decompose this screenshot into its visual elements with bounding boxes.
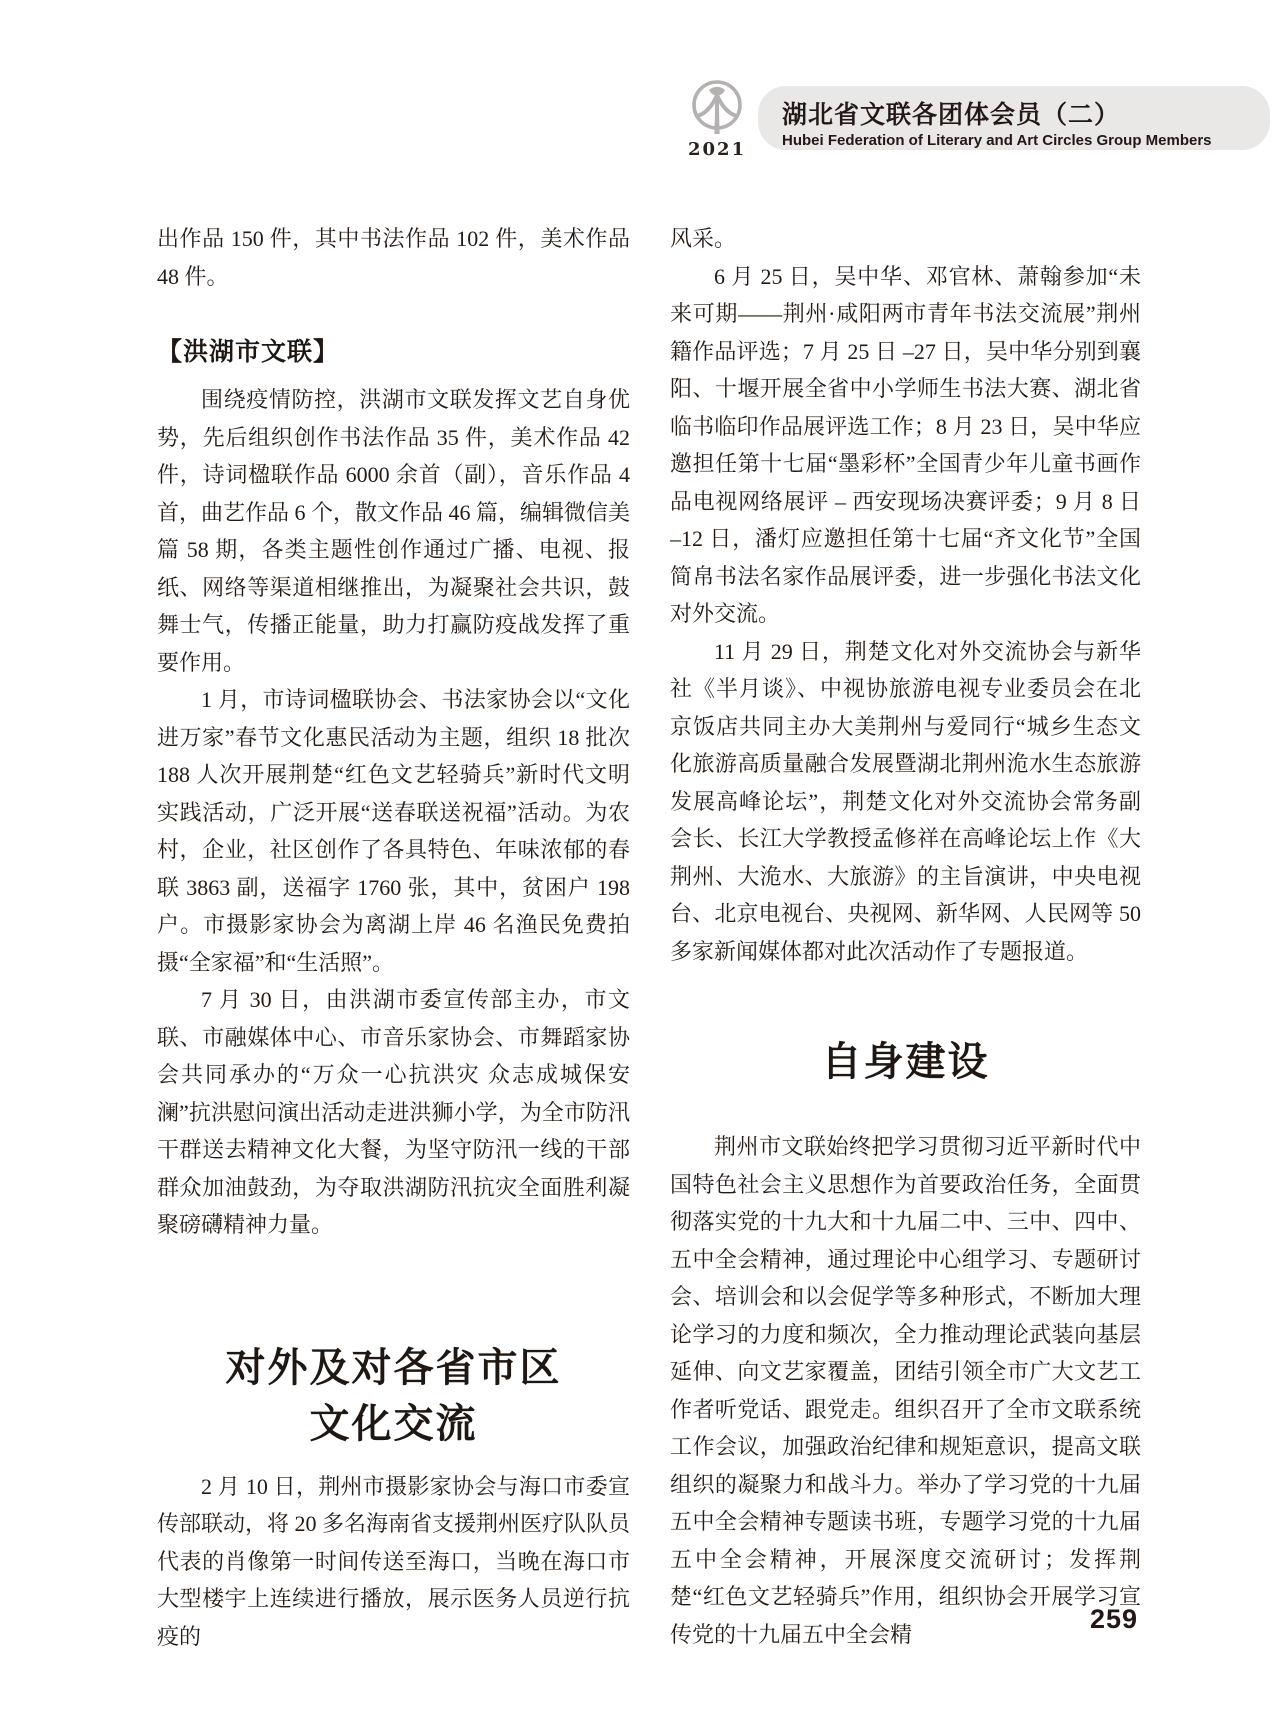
chapter-heading-self-building: 自身建设	[821, 1040, 990, 1084]
wenlian-logo-icon	[690, 78, 744, 138]
right-column	[670, 220, 1141, 1653]
left-column	[157, 220, 630, 1655]
federation-logo	[688, 78, 746, 160]
paragraph: 6 月 25 日，吴中华、邓官林、萧翰参加“未来可期——荆州·咸阳两市青年书法交流展”荆州籍作品评选；7 月 25 日 –27 日，吴中华分别到襄阳、十堰开展全省中小学师生书法大赛、湖北省临书临印作品展评选工作；8 月 23 日，吴中华应邀担任第十七届“墨彩杯”全国青少年儿童书画作品电视网络展评 – 西安现场决赛评委；9 月 8 日 –12 日，潘灯应邀担任第十七届“齐文化节”全国简帛书法名家作品展评委，进一步强化书法文化对外交流。	[670, 263, 1141, 626]
paragraph: 2 月 10 日，荆州市摄影家协会与海口市委宣传部联动，将 20 多名海南省支援荆州医疗队队员代表的肖像第一时间传送至海口，当晚在海口市大型楼宇上连续进行播放，展示医务人员逆行抗疫的	[157, 1473, 631, 1649]
paragraph: 1 月，市诗词楹联协会、书法家协会以“文化进万家”春节文化惠民活动为主题，组织 18 批次 188 人次开展荆楚“红色文艺轻骑兵”新时代文明实践活动，广泛开展“送春联送祝福”活动。为农村，企业，社区创作了各具特色、年味浓郁的春联 3863 副，送福字 1760 张，其中，贫困户 198 户。市摄影家协会为离湖上岸 46 名渔民免费拍摄“全家福”和“生活照”。	[157, 687, 630, 975]
header-title-chinese: 湖北省文联各团体会员（二）	[782, 101, 1121, 129]
chapter-heading-line1: 对外及对各省市区	[225, 1345, 562, 1390]
paragraph: 围绕疫情防控，洪湖市文联发挥文艺自身优势，先后组织创作书法作品 35 件，美术作品 42 件，诗词楹联作品 6000 余首（副），音乐作品 4 首，曲艺作品 6 个，散文作品 46 篇，编辑微信美篇 58 期，各类主题性创作通过广播、电视、报纸、网络等渠道相继推出，为凝聚社会共识，鼓舞士气，传播正能量，助力打赢防疫战发挥了重要作用。	[157, 387, 631, 675]
page-number: 259	[1090, 1604, 1139, 1634]
logo-year: 2021	[688, 139, 747, 160]
paragraph-continuation: 风采。	[670, 226, 737, 251]
section-heading-honghu: 【洪湖市文联】	[157, 338, 340, 366]
paragraph: 11 月 29 日，荆楚文化对外交流协会与新华社《半月谈》、中视协旅游电视专业委员会在北京饭店共同主办大美荆州与爱同行“城乡生态文化旅游高质量融合发展暨湖北荆州洈水生态旅游发展高峰论坛”，荆楚文化对外交流协会常务副会长、长江大学教授孟修祥在高峰论坛上作《大荆州、大洈水、大旅游》的主旨演讲，中央电视台、北京电视台、央视网、新华网、人民网等 50 多家新闻媒体都对此次活动作了专题报道。	[670, 638, 1141, 964]
paragraph: 荆州市文联始终把学习贯彻习近平新时代中国特色社会主义思想作为首要政治任务，全面贯彻落实党的十九大和十九届二中、三中、四中、五中全会精神，通过理论中心组学习、专题研讨会、培训会和以会促学等多种形式，不断加大理论学习的力度和频次，全力推动理论武装向基层延伸、向文艺家覆盖，团结引领全市广大文艺工作者听党话、跟党走。组织召开了全市文联系统工作会议，加强政治纪律和规矩意识，提高文联组织的凝聚力和战斗力。举办了学习党的十九届五中全会精神专题读书班，专题学习党的十九届五中全会精神，开展深度交流研讨；发挥荆楚“红色文艺轻骑兵”作用，组织协会开展学习宣传党的十九届五中全会精	[670, 1134, 1141, 1647]
chapter-heading-cultural-exchange	[157, 1340, 630, 1452]
chapter-heading-line2: 文化交流	[309, 1401, 478, 1446]
paragraph-continuation: 出作品 150 件，其中书法作品 102 件，美术作品 48 件。	[157, 226, 630, 289]
header-title-english: Hubei Federation of Literary and Art Circles Group Members	[782, 132, 1212, 149]
header-band	[758, 86, 1270, 150]
paragraph: 7 月 30 日，由洪湖市委宣传部主办，市文联、市融媒体中心、市音乐家协会、市舞蹈家协会共同承办的“万众一心抗洪灾 众志成城保安澜”抗洪慰问演出活动走进洪狮小学，为全市防汛干群送去精神文化大餐，为坚守防汛一线的干部群众加油鼓劲，为夺取洪湖防汛抗灾全面胜利凝聚磅礴精神力量。	[157, 987, 630, 1237]
